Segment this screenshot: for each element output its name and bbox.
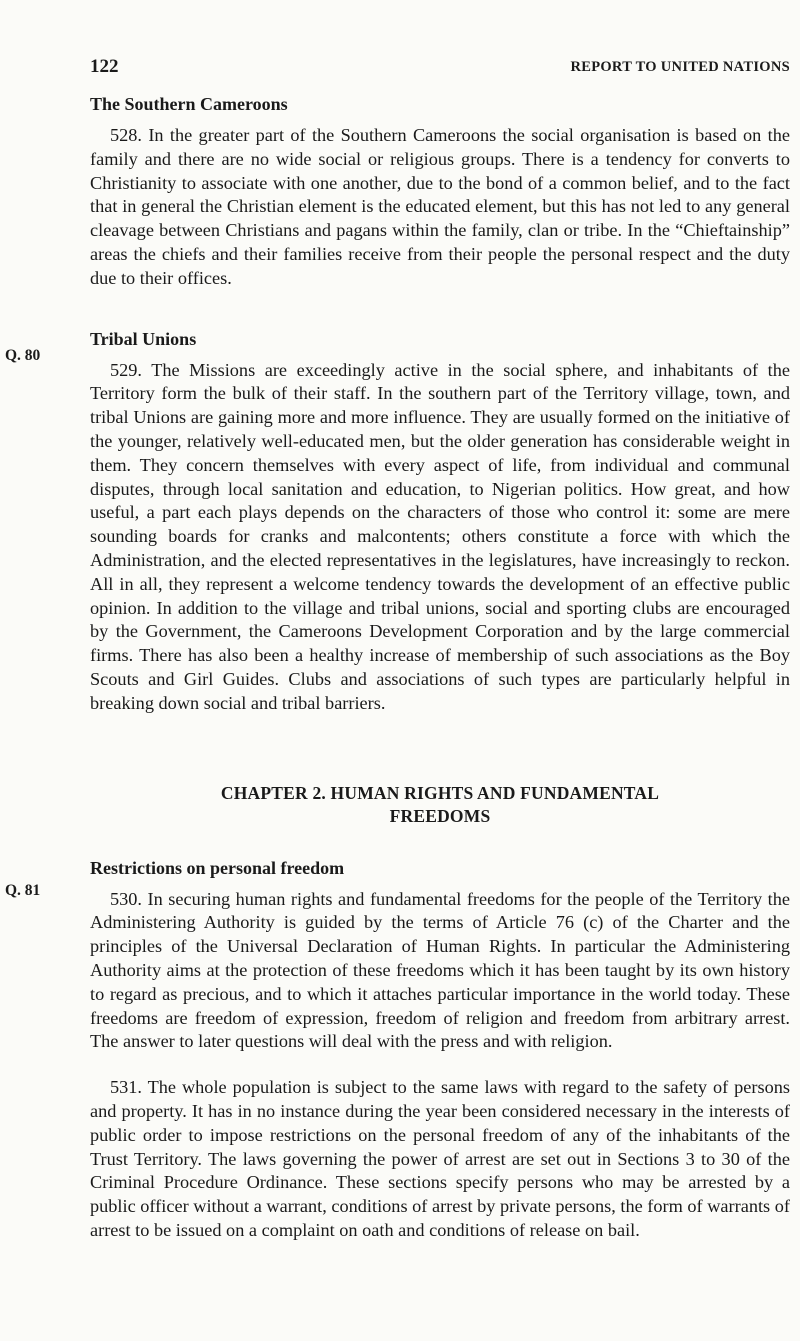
running-header [90,56,790,82]
margin-reference-q80: Q. 80 [5,347,41,364]
paragraph-530: 530. In securing human rights and fundamental freedoms for the people of the Territory the Administering Authority is guided by the terms of Article 76 (c) of the Charter and the principles of the Universal Declaration of Human Rights. In particular the Administering Authority aims at the protection of these freedoms which it has been taught by its own history to regard as precious, and to which it attaches particular importance in the world today. These freedoms are freedom of expression, freedom of religion and freedom from arbitrary arrest. The answer to later questions will deal with the press and with religion. [90,888,790,1052]
paragraph-531: 531. The whole population is subject to the same laws with regard to the safety of persons and property. It has in no instance during the year been considered necessary in the interests of public order to impose restrictions on the personal freedom of any of the inhabitants of the Trust Territory. The laws governing the power of arrest are set out in Sections 3 to 30 of the Criminal Procedure Ordinance. These sections specify persons who may be arrested by a public officer without a warrant, conditions of arrest by private persons, the form of warrants of arrest to be issued on a complaint on oath and conditions of release on bail. [90,1077,790,1240]
section-heading-tribal-unions: Tribal Unions [90,328,197,349]
page-number: 122 [90,56,119,77]
section-heading-southern-cameroons: The Southern Cameroons [90,94,288,114]
chapter-title-line-2: FREEDOMS [389,805,491,826]
paragraph-529: 529. The Missions are exceedingly active in the social sphere, and inhabitants of the Territory form the bulk of their staff. In the southern part of the Territory village, town, and tribal Unions are gaining more and more influence. They are usually formed on the initiative of the younger, relatively well-educated men, but the older generation has considerable weight in them. They concern themselves with every aspect of life, from individual and communal disputes, through local sanitation and education, to Nigerian politics. How great, and how useful, a part each plays depends on the characters of those who control it: some are mere sounding boards for cranks and malcontents; others constitute a force with which the Administration, and the elected representatives in the legislatures, have increasingly to reckon. All in all, they represent a welcome tendency towards the development of an effective public opinion. In addition to the village and tribal unions, social and sporting clubs are encouraged by the Government, the Cameroons Development Corporation and by the large commercial firms. There has also been a healthy increase of membership of such associations as the Boy Scouts and Girl Guides. Clubs and associations of such types are particularly helpful in breaking down social and tribal barriers. [90,359,790,713]
margin-reference-q81: Q. 81 [5,882,41,899]
page-body [90,92,790,1243]
running-title: REPORT TO UNITED NATIONS [570,59,790,75]
section-heading-restrictions: Restrictions on personal freedom [90,857,345,878]
spacer [90,716,790,782]
paragraph-528: 528. In the greater part of the Southern Cameroons the social organisation is based on the family and there are no wide social or religious groups. There is a tendency for converts to Christianity to associate with one another, due to the bond of a common belief, and to the fact that in general the Christian element is the educated element, but this has not led to any general cleavage between Christians and pagans within the family, clan or tribe. In the “Chieftainship” areas the chiefs and their families receive from their people the personal respect and the duty due to their offices. [90,125,790,288]
chapter-title-line-1: CHAPTER 2. HUMAN RIGHTS AND FUNDAMENTAL [220,782,660,803]
